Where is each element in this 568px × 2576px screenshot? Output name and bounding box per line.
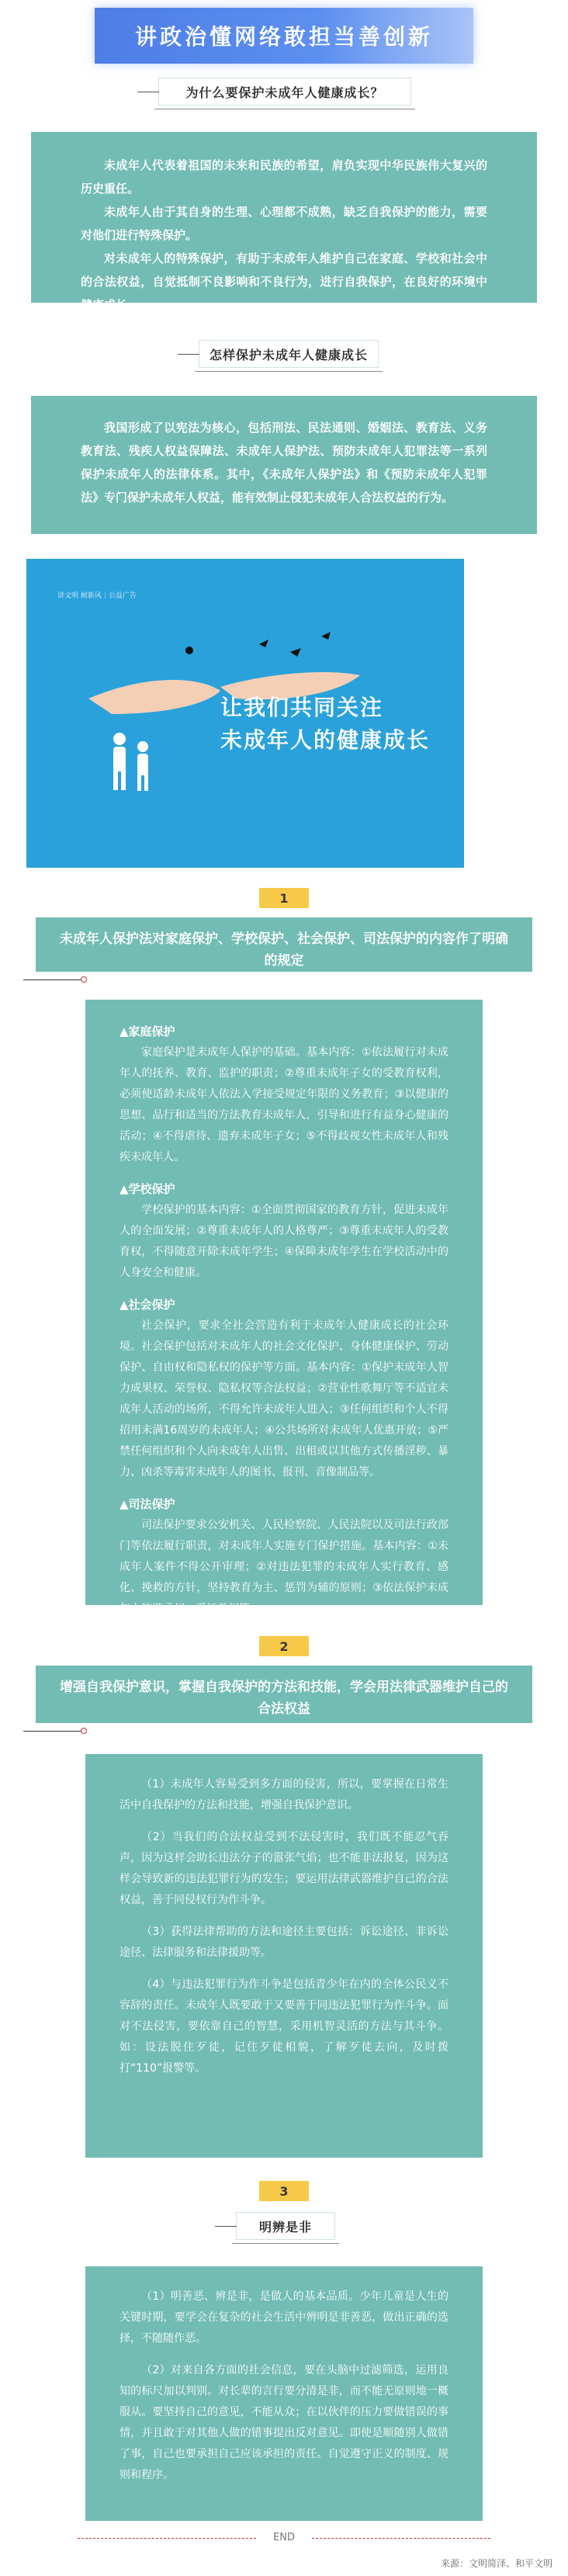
poster-image	[26, 559, 464, 868]
part3-heading	[236, 2212, 335, 2240]
section2-heading	[199, 340, 379, 368]
block-title: ▲社会保护	[119, 1298, 175, 1312]
block-title: ▲学校保护	[119, 1182, 175, 1196]
source-credit: 来源：文明简泽、和平文明	[440, 2558, 552, 2569]
block-title: ▲家庭保护	[119, 1025, 175, 1038]
section1-para: 未成年人代表着祖国的未来和民族的希望，肩负实现中华民族伟大复兴的历史重任。	[81, 158, 487, 196]
corner-line	[23, 979, 85, 980]
section1-card	[31, 132, 537, 312]
section1-para: 未成年人由于其自身的生理、心理都不成熟，缺乏自我保护的能力，需要对他们进行特殊保护。	[81, 205, 487, 242]
part2-para: （4）与违法犯罪行为作斗争是包括青少年在内的全体公民义不容辞的责任。未成年人既要敢于又要善于同违法犯罪行为作斗争。面对不法侵害，要依靠自己的智慧，采用机智灵活的方法与其斗争。如：设法脱住歹徒，记住歹徒相貌，了解歹徒去向，及时拨打“110”报警等。	[119, 1978, 449, 2075]
block-text: 社会保护，要求全社会营造有利于未成年人健康成长的社会环境。社会保护包括对未成年人的社会文化保护、身体健康保护、劳动保护、自由权和隐私权的保护等方面。基本内容：①保护未成年人智力成果权、荣誉权、隐私权等合法权益；②营业性歌舞厅等不适宜未成年人活动的场所，不得允许未成年人进入；③任何组织和个人不得招用未满16周岁的未成年人；④公共场所对未成年人优惠开放；⑤严禁任何组织和个人向未成年人出售、出租或以其他方式传播淫秽、暴力、凶杀等毒害未成年人的图书、报刊、音像制品等。	[119, 1319, 449, 1479]
end-divider-right	[312, 2538, 490, 2539]
poster-line1: 让我们共同关注	[220, 695, 384, 720]
corner-line	[23, 1731, 85, 1732]
part2-para: （2）当我们的合法权益受到不法侵害时，我们既不能忍气吞声，因为这样会助长违法分子的嚣张气焰；也不能非法报复，因为这样会导致新的违法犯罪行为的发生；要运用法律武器维护自己的合法权益，善于同侵权行为作斗争。	[119, 1831, 449, 1906]
section1-para: 对未成年人的特殊保护，有助于未成年人维护自己在家庭、学校和社会中的合法权益，自觉抵制不良影响和不良行为，进行自我保护，在良好的环境中健康成长。	[81, 251, 487, 312]
block-text: 家庭保护是未成年人保护的基础。基本内容：①依法履行对未成年人的抚养、教育、监护的职责；②尊重未成年子女的受教育权利，必须使适龄未成年人依法入学接受规定年限的义务教育；③以健康的思想、品行和适当的方法教育未成年人，引导和进行有益身心健康的活动；④不得虐待、遗弃未成年子女；⑤不得歧视女性未成年人和残疾未成年人。	[119, 1046, 449, 1163]
section1-heading-text: 为什么要保护未成年人健康成长？	[185, 85, 384, 100]
part2-heading: 增强自我保护意识，掌握自我保护的方法和技能，学会用法律武器维护自己的合法权益	[36, 1666, 532, 1723]
corner-dot	[81, 1728, 87, 1734]
section2-para: 我国形成了以宪法为核心，包括刑法、民法通则、婚姻法、教育法、义务教育法、残疾人权益保障法、未成年人保护法、预防未成年人犯罪法等一系列保护未成年人的法律体系。其中，《未成年人保护法》和《预防未成年人犯罪法》专门保护未成年人权益，能有效制止侵犯未成年人合法权益的行为。	[81, 421, 487, 504]
poster-line2: 未成年人的健康成长	[220, 727, 431, 753]
part1-card	[85, 1000, 483, 1615]
end-mark: END	[273, 2532, 295, 2543]
banner-title: 讲政治懂网络敢担当善创新	[134, 24, 433, 50]
part2-number: 2	[259, 1636, 309, 1656]
poster-tag: 讲文明 树新风｜公益广告	[57, 592, 137, 600]
block-text: 司法保护要求公安机关、人民检察院、人民法院以及司法行政部门等依法履行职责，对未成年人实施专门保护措施。基本内容：①未成年人案件不得公开审理；②对违法犯罪的未成年人实行教育、感化、挽救的方针，坚持教育为主、惩罚为辅的原则；③依法保护未成年人的继承权、受抚养权等。	[119, 1519, 449, 1615]
part1-number: 1	[259, 888, 309, 908]
part3-para: （1）明善恶、辨是非，是做人的基本品质。少年儿童是人生的关键时期，要学会在复杂的社会生活中辨明是非善恶，做出正确的选择，不随随作恶。	[119, 2290, 449, 2345]
block-title: ▲司法保护	[119, 1497, 175, 1511]
part2-para: （3）获得法律帮助的方法和途径主要包括：诉讼途径、非诉讼途径、法律服务和法律援助等。	[119, 1926, 449, 1959]
corner-dot	[81, 976, 87, 983]
part3-para: （2）对来自各方面的社会信息，要在头脑中过滤筛选，运用良知的标尺加以判别。对长辈的言行要分清是非，而不能无原则地一概服从。要坚持自己的意见，不能从众；在以伙伴的压力要做错误的事情，并且敢于对其他人做的错事提出反对意见。即使是顺随别人做错了事，自己也要承担自己应该承担的责任。自觉遵守正义的制度、规则和程序。	[119, 2364, 449, 2481]
section2-heading-text: 怎样保护未成年人健康成长	[209, 347, 368, 362]
block-text: 学校保护的基本内容：①全面贯彻国家的教育方针，促进未成年人的全面发展；②尊重未成年人的人格尊严；③尊重未成年人的受教育权，不得随意开除未成年学生；④保障未成年学生在学校活动中的人身安全和健康。	[119, 1204, 449, 1279]
part2-para: （1）未成年人容易受到多方面的侵害，所以，要掌握在日常生活中自我保护的方法和技能，增强自我保护意识。	[119, 1778, 449, 1812]
title-banner	[95, 8, 473, 64]
part3-heading-text: 明辨是非	[258, 2219, 312, 2234]
part3-number: 3	[259, 2181, 309, 2201]
section2-card	[31, 396, 537, 534]
section1-heading	[158, 78, 411, 106]
part1-heading: 未成年人保护法对家庭保护、学校保护、社会保护、司法保护的内容作了明确的规定	[36, 917, 532, 972]
part2-card	[85, 1754, 483, 2158]
part3-card	[85, 2266, 483, 2521]
